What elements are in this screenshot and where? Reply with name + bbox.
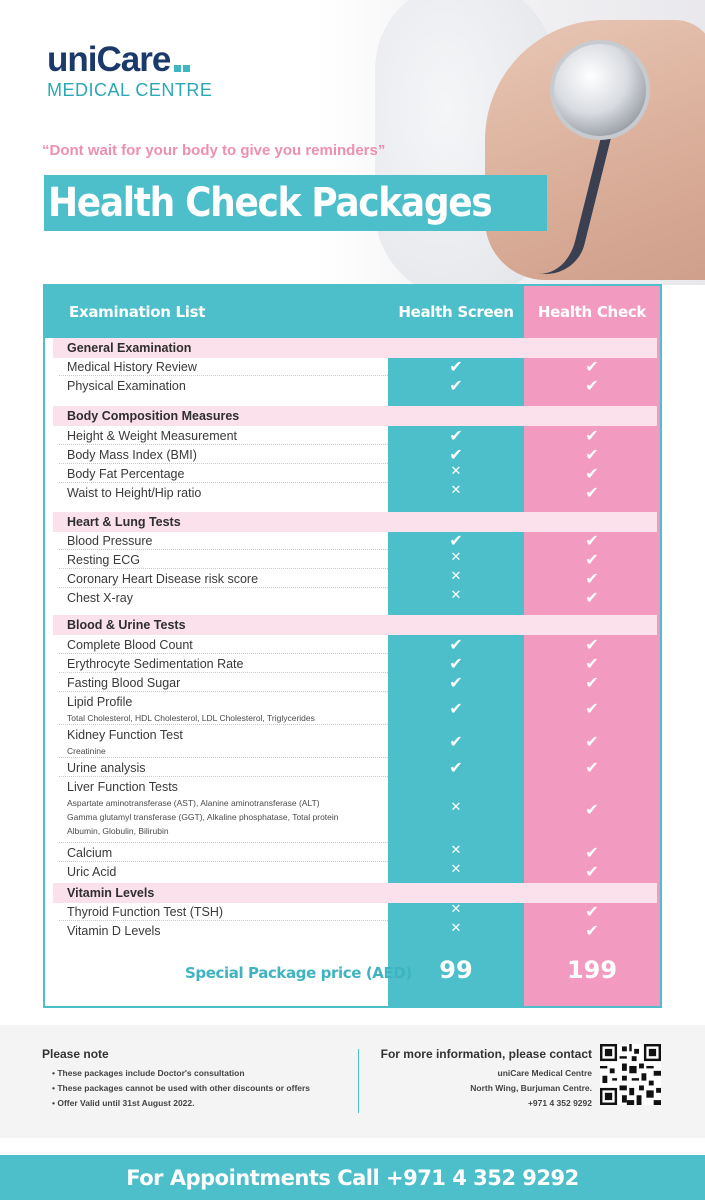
check-icon: ✔ xyxy=(449,758,463,777)
cross-icon: ✕ xyxy=(450,550,462,565)
table-row xyxy=(45,531,660,550)
packages-table xyxy=(43,284,662,1008)
table-row xyxy=(45,483,660,502)
table-row xyxy=(45,777,660,843)
table-row xyxy=(45,902,660,921)
table-row xyxy=(45,357,660,376)
appointment-call-text: For Appointments Call +971 4 352 9292 xyxy=(126,1165,579,1190)
contact-title: For more information, please contact xyxy=(380,1047,592,1061)
exam-name: Waist to Height/Hip ratio xyxy=(67,486,202,500)
exam-name: Blood Pressure xyxy=(67,534,153,548)
table-row xyxy=(45,635,660,654)
check-icon: ✔ xyxy=(585,843,599,862)
header-examination-list: Examination List xyxy=(69,303,206,321)
table-row xyxy=(45,843,660,862)
contact-line: uniCare Medical Centre xyxy=(497,1068,592,1078)
exam-detail: Albumin, Globulin, Bilirubin xyxy=(67,826,169,836)
category-header: Vitamin Levels xyxy=(53,883,657,903)
check-icon: ✔ xyxy=(449,445,463,464)
contact-phone[interactable]: +971 4 352 9292 xyxy=(527,1098,592,1108)
exam-name: Liver Function Tests xyxy=(67,780,178,794)
table-row xyxy=(45,376,660,395)
exam-detail: Total Cholesterol, HDL Cholesterol, LDL Cholesterol, Triglycerides xyxy=(67,713,315,723)
stethoscope-icon xyxy=(550,40,650,140)
exam-name: Kidney Function Test xyxy=(67,728,183,742)
category-header: Heart & Lung Tests xyxy=(53,512,657,532)
check-icon: ✔ xyxy=(585,673,599,692)
price-label: Special Package price (AED) xyxy=(185,964,412,982)
page-title-box xyxy=(44,175,547,231)
table-row xyxy=(45,654,660,673)
exam-name: Calcium xyxy=(67,846,113,860)
exam-name: Uric Acid xyxy=(67,865,117,879)
table-row xyxy=(45,569,660,588)
cross-icon: ✕ xyxy=(450,464,462,479)
check-icon: ✔ xyxy=(585,635,599,654)
note-item: • These packages include Doctor's consultation xyxy=(52,1066,310,1081)
check-icon: ✔ xyxy=(585,588,599,607)
exam-detail: Gamma glutamyl transferase (GGT), Alkaline phosphatase, Total protein xyxy=(67,812,339,822)
table-row xyxy=(45,725,660,758)
hero-banner xyxy=(0,0,705,285)
exam-name: Thyroid Function Test (TSH) xyxy=(67,905,224,919)
cross-icon: ✕ xyxy=(450,862,462,877)
exam-name: Erythrocyte Sedimentation Rate xyxy=(67,657,244,671)
table-row xyxy=(45,862,660,881)
exam-name: Body Mass Index (BMI) xyxy=(67,448,197,462)
check-icon: ✔ xyxy=(585,550,599,569)
cross-icon: ✕ xyxy=(450,843,462,858)
cross-icon: ✕ xyxy=(450,800,462,815)
check-icon: ✔ xyxy=(585,357,599,376)
check-icon: ✔ xyxy=(449,673,463,692)
exam-name: Physical Examination xyxy=(67,379,186,393)
check-icon: ✔ xyxy=(585,531,599,550)
contact-details xyxy=(470,1066,592,1111)
cross-icon: ✕ xyxy=(450,588,462,603)
check-icon: ✔ xyxy=(585,699,599,718)
exam-name: Urine analysis xyxy=(67,761,146,775)
check-icon: ✔ xyxy=(585,902,599,921)
exam-name: Coronary Heart Disease risk score xyxy=(67,572,259,586)
contact-line: North Wing, Burjuman Centre. xyxy=(470,1083,592,1093)
check-icon: ✔ xyxy=(449,531,463,550)
exam-name: Height & Weight Measurement xyxy=(67,429,237,443)
price-health-check: 199 xyxy=(566,956,618,984)
exam-name: Body Fat Percentage xyxy=(67,467,185,481)
brand-name: uniCare xyxy=(47,40,171,79)
note-item: • Offer Valid until 31st August 2022. xyxy=(52,1096,310,1111)
exam-name: Medical History Review xyxy=(67,360,197,374)
cross-icon: ✕ xyxy=(450,483,462,498)
tagline: “Dont wait for your body to give you reminders” xyxy=(42,142,386,159)
check-icon: ✔ xyxy=(449,376,463,395)
table-row xyxy=(45,673,660,692)
check-icon: ✔ xyxy=(449,699,463,718)
table-row xyxy=(45,464,660,483)
note-list xyxy=(52,1066,310,1111)
check-icon: ✔ xyxy=(585,483,599,502)
check-icon: ✔ xyxy=(585,376,599,395)
category-header: Body Composition Measures xyxy=(53,406,657,426)
exam-detail: Aspartate aminotransferase (AST), Alanine aminotransferase (ALT) xyxy=(67,798,320,808)
brand-subtitle: MEDICAL CENTRE xyxy=(47,80,213,100)
appointment-footer[interactable] xyxy=(0,1155,705,1200)
exam-name: Lipid Profile xyxy=(67,695,133,709)
header-health-screen: Health Screen xyxy=(398,303,514,321)
table-row xyxy=(45,692,660,725)
check-icon: ✔ xyxy=(449,635,463,654)
check-icon: ✔ xyxy=(585,445,599,464)
page-title: Health Check Packages xyxy=(48,180,492,226)
table-row xyxy=(45,445,660,464)
check-icon: ✔ xyxy=(449,357,463,376)
cross-icon: ✕ xyxy=(450,569,462,584)
check-icon: ✔ xyxy=(585,654,599,673)
brand-logo[interactable] xyxy=(47,42,212,101)
exam-name: Resting ECG xyxy=(67,553,140,567)
check-icon: ✔ xyxy=(585,800,599,819)
table-row xyxy=(45,426,660,445)
exam-name: Vitamin D Levels xyxy=(67,924,161,938)
table-row xyxy=(45,550,660,569)
exam-name: Fasting Blood Sugar xyxy=(67,676,181,690)
header-health-check: Health Check xyxy=(537,303,647,321)
note-section xyxy=(0,1025,705,1138)
note-title: Please note xyxy=(42,1047,109,1061)
check-icon: ✔ xyxy=(585,464,599,483)
note-item: • These packages cannot be used with other discounts or offers xyxy=(52,1081,310,1096)
check-icon: ✔ xyxy=(449,732,463,751)
price-health-screen: 99 xyxy=(439,956,473,984)
check-icon: ✔ xyxy=(449,426,463,445)
exam-name: Complete Blood Count xyxy=(67,638,193,652)
qr-code-icon[interactable] xyxy=(600,1044,661,1105)
check-icon: ✔ xyxy=(585,758,599,777)
exam-detail: Creatinine xyxy=(67,746,106,756)
check-icon: ✔ xyxy=(585,732,599,751)
check-icon: ✔ xyxy=(585,569,599,588)
check-icon: ✔ xyxy=(585,426,599,445)
table-row xyxy=(45,588,660,607)
category-header: Blood & Urine Tests xyxy=(53,615,657,635)
check-icon: ✔ xyxy=(585,921,599,940)
cross-icon: ✕ xyxy=(450,921,462,936)
category-header: General Examination xyxy=(53,338,657,358)
logo-squares-icon xyxy=(174,65,190,72)
exam-name: Chest X-ray xyxy=(67,591,133,605)
check-icon: ✔ xyxy=(449,654,463,673)
divider xyxy=(358,1049,359,1113)
check-icon: ✔ xyxy=(585,862,599,881)
cross-icon: ✕ xyxy=(450,902,462,917)
table-row xyxy=(45,921,660,940)
table-row xyxy=(45,758,660,777)
